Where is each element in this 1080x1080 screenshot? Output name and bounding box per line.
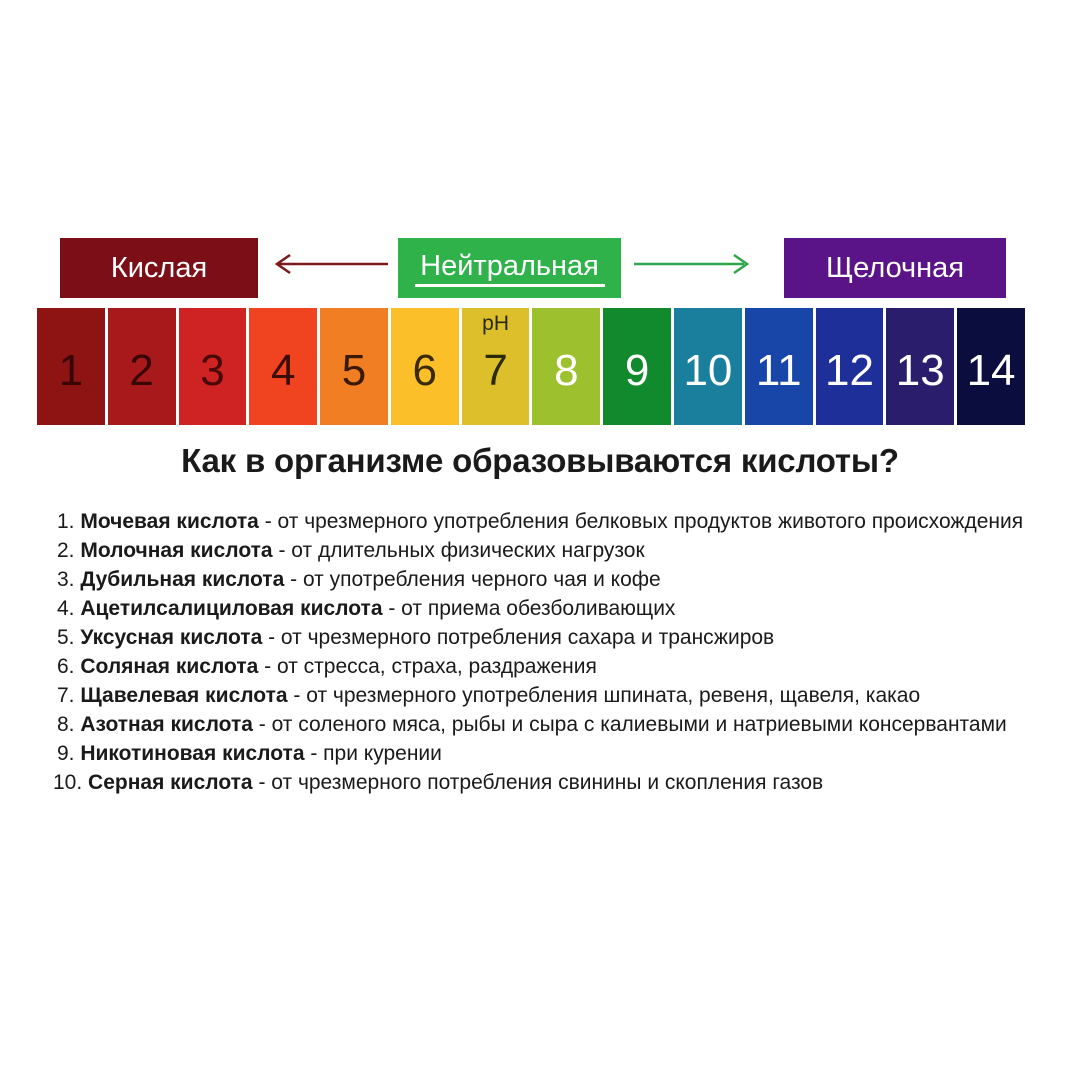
list-item-number: 1. <box>57 510 75 533</box>
ph-cell-2 <box>108 308 176 425</box>
list-item <box>57 507 1047 536</box>
ph-cell-14 <box>957 308 1025 425</box>
list-item-number: 8. <box>57 713 75 736</box>
acid-source: - от чрезмерного потребления сахара и трансжиров <box>262 626 775 649</box>
list-item-number: 3. <box>57 568 75 591</box>
ph-scale <box>37 308 1025 425</box>
list-item-number: 10. <box>53 771 83 794</box>
ph-value: 10 <box>683 345 733 395</box>
ph-value: 12 <box>825 345 874 395</box>
list-item-number: 5. <box>57 626 75 649</box>
acid-source: - от приема обезболивающих <box>382 597 676 620</box>
neutral-label-text: Нейтральная <box>420 249 599 282</box>
acid-source: - от чрезмерного употребления шпината, ревеня, щавеля, какао <box>287 684 921 707</box>
list-item <box>57 652 1047 681</box>
acid-name: Мочевая кислота <box>80 510 259 533</box>
acid-name: Щавелевая кислота <box>80 684 288 707</box>
list-item <box>57 623 1047 652</box>
ph-cell-11 <box>745 308 813 425</box>
acid-name: Серная кислота <box>88 771 253 794</box>
acid-source: - от употребления черного чая и кофе <box>284 568 661 591</box>
list-item <box>57 536 1047 565</box>
ph-value: 8 <box>554 345 579 395</box>
acid-source: - от стресса, страха, раздражения <box>258 655 597 678</box>
ph-value: 6 <box>412 345 438 395</box>
ph-value: 2 <box>129 345 154 395</box>
ph-cell-6 <box>391 308 459 425</box>
acid-source: - от соленого мяса, рыбы и сыра с калиевыми и натриевыми консервантами <box>252 713 1007 736</box>
neutral-label <box>398 238 621 298</box>
ph-cell-3 <box>179 308 247 425</box>
alkaline-label-text: Щелочная <box>825 251 965 284</box>
acid-label <box>60 238 258 298</box>
acid-name: Соляная кислота <box>80 655 259 678</box>
ph-value: 5 <box>341 345 367 395</box>
ph-cell-1 <box>37 308 105 425</box>
list-item-number: 2. <box>57 539 75 562</box>
ph-value: 13 <box>895 345 945 395</box>
neutral-underline <box>415 284 605 287</box>
ph-value: 9 <box>624 345 650 395</box>
acid-source: - от чрезмерного потребления свинины и скопления газов <box>252 771 824 794</box>
ph-value: 11 <box>755 345 802 395</box>
list-item-number: 6. <box>57 655 75 678</box>
acid-name: Уксусная кислота <box>80 626 263 649</box>
list-item <box>57 681 1047 710</box>
ph-cell-13 <box>886 308 954 425</box>
acid-name: Дубильная кислота <box>80 568 285 591</box>
acid-name: Молочная кислота <box>80 539 273 562</box>
ph-label: pH <box>482 312 509 335</box>
acid-name: Азотная кислота <box>80 713 253 736</box>
list-item-number: 4. <box>57 597 75 620</box>
list-item <box>57 710 1047 739</box>
list-item <box>57 594 1047 623</box>
acid-name: Никотиновая кислота <box>80 742 305 765</box>
ph-value: 4 <box>270 345 296 395</box>
list-item-number: 9. <box>57 742 75 765</box>
ph-cell-8 <box>532 308 600 425</box>
acid-label-text: Кислая <box>110 251 208 284</box>
ph-cell-4 <box>249 308 317 425</box>
arrow-right-icon <box>632 252 752 276</box>
ph-value: 7 <box>483 345 508 395</box>
ph-value: 14 <box>966 345 1016 395</box>
acid-source: - от чрезмерного употребления белковых продуктов животого происхождения <box>258 510 1024 533</box>
acid-source: - от длительных физических нагрузок <box>272 539 645 562</box>
page-heading: Как в организме образовываются кислоты? <box>181 442 899 479</box>
list-item <box>57 565 1047 594</box>
ph-cell-5 <box>320 308 388 425</box>
list-item-number: 7. <box>57 684 75 707</box>
ph-cell-9 <box>603 308 671 425</box>
list-item <box>53 768 1047 797</box>
acid-source: - при курении <box>304 742 442 765</box>
acid-name: Ацетилсалициловая кислота <box>80 597 383 620</box>
alkaline-label <box>784 238 1006 298</box>
arrow-left-icon <box>272 252 390 276</box>
ph-cell-12 <box>816 308 884 425</box>
ph-cell-10 <box>674 308 742 425</box>
ph-value: 1 <box>58 345 84 395</box>
ph-cell-7 <box>462 308 530 425</box>
ph-value: 3 <box>200 345 225 395</box>
acid-list <box>53 507 1047 797</box>
list-item <box>57 739 1047 768</box>
